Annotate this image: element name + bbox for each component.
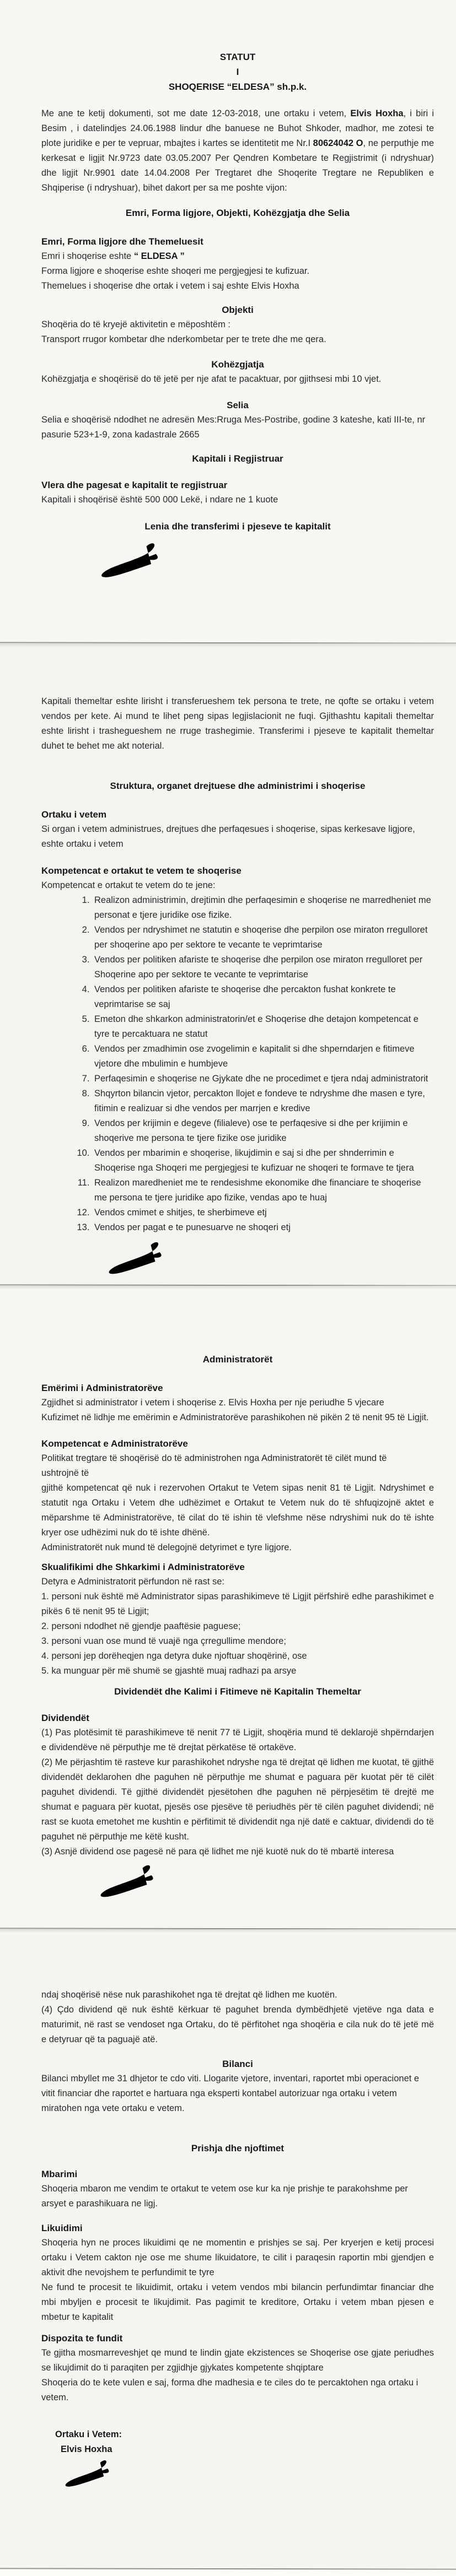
list-item: 12. Vendos cmimet e shitjes, te sherbimeve etj	[92, 1205, 434, 1220]
page-2	[0, 643, 456, 1285]
list-item: 9. Vendos per krijimin e degeve (filialeve) ose te perfaqesive si dhe per krijimin e shoqerive me persona te tjere fizike ose juridike	[92, 1116, 434, 1146]
case-item-5: 5. ka munguar për më shumë se gjashtë muaj radhazi pa arsye	[41, 1666, 297, 1676]
founder-line: Themelues i shoqerise dhe ortak i vetem i saj eshte Elvis Hoxha	[41, 281, 299, 291]
signoff-label: Ortaku i Vetem:	[55, 2429, 122, 2439]
heading-kapitali: Kapitali i Regjistruar	[192, 453, 283, 464]
objekti-line2: Transport rrugor kombetar dhe nderkombetar per te trete dhe me qera.	[41, 334, 326, 344]
signoff-name: Elvis Hoxha	[61, 2444, 112, 2454]
dividend-paragraph-1: (1) Pas plotësimit të parashikimeve të nenit 77 të Ligjit, shoqëria mund të deklarojë shpërndarjen e dividendëve në përputhje me të drejtat përkatëse të ortakëve.	[41, 1728, 434, 1752]
heading-administratoret: Administratorët	[202, 1354, 273, 1365]
dividend-paragraph-4: (4) Çdo dividend që nuk është kërkuar të paguhet brenda dymbëdhjetë vjetëve nga data e maturimit, në rast se vendoset nga Ortaku, do të përfitohet nga shoqëria e cila nuk do të jetë më e detyruar që ta paguajë atë.	[41, 2005, 434, 2044]
subheading-mbarimi: Mbarimi	[41, 2169, 78, 2179]
case-item-2: 2. personi ndodhet në gjendje paaftësie paguese;	[41, 1621, 241, 1631]
page-edge-shadow	[0, 1286, 456, 1290]
subheading-dividendet: Dividendët	[41, 1713, 89, 1723]
dividend-continuation: ndaj shoqërisë nëse nuk parashikohet nga të drejtat që lidhen me kuotën.	[41, 1990, 337, 2000]
subheading-dispozita: Dispozita te fundit	[41, 2333, 123, 2344]
kompetencat-admin-line2: ushtrojnë të	[41, 1468, 89, 1478]
heading-selia: Selia	[227, 400, 249, 410]
intro-text-post: , ne perputhje me kerkesat e ligjit Nr.9723 date 03.05.2007 Per Qendren Kombetare te Regjistrimit (i ndryshuar) dhe ligjit Nr.9901 date 14.04.2008 Per Tregtaret dhe Shoqerite Tregtare ne Republiken e Shqiperise (i ndryshuar), bihet dakort per sa me poshte vijon:	[41, 138, 434, 193]
signature-scribble	[60, 2458, 115, 2490]
list-item: 1. Realizon administrimin, drejtimin dhe perfaqesimin e shoqerise ne marredheniet me personat e tjere juridike ose fizike.	[92, 893, 434, 923]
page-edge-shadow	[0, 643, 456, 647]
case-item-3: 3. personi vuan ose mund të vuajë nga çrregullime mendore;	[41, 1636, 286, 1646]
list-item: 13. Vendos per pagat e te punesuarve ne shoqeri etj	[92, 1220, 434, 1235]
list-item: 3. Vendos per politiken afariste te shoqerise dhe perpilon ose miraton rregulloret per Shoqerine apo per sektore te vecante te veprimtarise	[92, 953, 434, 982]
objekti-line1: Shoqëria do të kryejë aktivitetin e mëposhtëm :	[41, 320, 231, 329]
identity-card-number: 80624042 O	[313, 138, 363, 148]
list-item: 4. Vendos per politiken afariste te shoqerise dhe percakton fushat konkrete te veprimtarise se saj	[92, 982, 434, 1012]
signature-scribble	[102, 1240, 168, 1278]
dividend-paragraph-2: (2) Me përjashtim të rasteve kur parashikohet ndryshe nga të drejtat që lidhen me kuotat, të gjithë dividendët deklarohen dhe paguhen në përputhje me shumat e paguara për kuotat për të cilët paguhet dividendi. Të gjithë dividendët pjesëtohen dhe paguhen në përpjesëtim të drejtë me shumat e paguara për kuotat, pjesës ose pjesëve të periudhës për të cilën paguhet dividendi; në rast se kuota emetohet me kushtin e përfitimit të dividendit nga një datë e caktuar, dividendi do të paguhet në përputhje me këtë kusht.	[41, 1757, 434, 1842]
heading-dividendet-kalimi: Dividendët dhe Kalimi i Fitimeve në Kapitalin Themeltar	[114, 1686, 361, 1697]
list-item: 2. Vendos per ndryshimet ne statutin e shoqerise dhe perpilon ose miraton rregulloret per shoqerine apo per sektore te vecante te veprimtarise	[92, 923, 434, 953]
competences-list	[41, 893, 434, 1235]
signoff-block	[55, 2427, 434, 2490]
document-title-line2: I	[236, 67, 239, 77]
emerimi-text-a: Zgjidhet si administrator i vetem i shoqerise z. Elvis Hoxha per nje periudhe 5 vjecare	[41, 1398, 384, 1408]
page-1	[0, 0, 456, 642]
heading-emri-forma-objekti: Emri, Forma ligjore, Objekti, Kohëzgjatja dhe Selia	[125, 208, 350, 218]
capital-transfer-paragraph: Kapitali themeltar eshte lirisht i transferueshem tek persona te trete, ne qofte se ortaku i vetem vendos per kete. Ai mund te lihet peng sipas legjislacionit ne fuqi. Gjithashtu kapitali themeltar eshte lirisht i trashegueshem ne rruge trashegimie. Transferimi i pjeseve te kapitalit themeltar duhet te behet me akt noterial.	[41, 696, 434, 751]
list-item: 6. Vendos per zmadhimin ose zvogelimin e kapitalit si dhe shperndarjen e fitimeve vjetore dhe mbulimin e humbjeve	[92, 1042, 434, 1071]
dispozita-text-b: Shoqeria do te kete vulen e saj, forma dhe madhesia e te ciles do te percaktohen nga ortaku i vetem.	[41, 2378, 419, 2402]
dividend-paragraph-3: (3) Asnjë dividend ose pagesë në para që lidhet me një kuotë nuk do të mbartë interesa	[41, 1847, 394, 1857]
heading-struktura: Struktura, organet drejtuese dhe administrimi i shoqerise	[110, 781, 366, 791]
dispozita-text-a: Te gjitha mosmarreveshjet qe mund te lindin gjate ekzistences se Shoqerise ose gjate periudhes se likujdimit do ti paraqiten per zgjidhje gjykates kompetente shqiptare	[41, 2348, 434, 2373]
company-name-line	[41, 249, 434, 264]
selia-line: Selia e shoqërisë ndodhet ne adresën Mes:Rruga Mes-Postribe, godine 3 kateshe, kati III-te, nr pasurie 523+1-9, zona kadastrale 2665	[41, 415, 426, 440]
kapitali-line: Kapitali i shoqërisë është 500 000 Lekë, i ndare ne 1 kuote	[41, 495, 278, 505]
document-title-line1: STATUT	[219, 52, 256, 62]
kompetencat-intro: Kompetencat e ortakut te vetem do te jene:	[41, 880, 216, 890]
page-edge-shadow	[0, 1929, 456, 1933]
founder-name: Elvis Hoxha	[350, 109, 404, 118]
list-item: 8. Shqyrton bilancin vjetor, percakton llojet e fondeve te ndryshme dhe masen e tyre, fitimin e realizuar si dhe vendos per marrjen e kredive	[92, 1086, 434, 1116]
list-item: 7. Perfaqesimin e shoqerise ne Gjykate dhe ne procedimet e tjera ndaj administratorit	[92, 1071, 434, 1086]
kompetencat-admin-delegate: Administratorët nuk mund të delegojnë detyrimet e tyre ligjore.	[41, 1543, 292, 1552]
case-item-4: 4. personi jep dorëheqjen nga detyra duke njoftuar shoqërinë, ose	[41, 1651, 307, 1661]
kompetencat-admin-line1: Politikat tregtare të shoqërisë do të administrohen nga Administratorët të cilët mund të	[41, 1453, 387, 1463]
signature-scribble	[94, 1863, 160, 1901]
kohezgjatja-line: Kohëzgjatja e shoqërisë do të jetë per nje afat te pacaktuar, por gjithsesi mbi 10 vjet.	[41, 374, 382, 384]
subheading-emri-forma-themeluesit: Emri, Forma ligjore dhe Themeluesit	[41, 236, 203, 247]
company-name: “ ELDESA ”	[133, 251, 185, 261]
ortaku-text: Si organ i vetem administrues, drejtues dhe perfaqesues i shoqerise, sipas kerkesave ligjore, eshte ortaku i vetem	[41, 824, 415, 849]
subheading-kompetencat-ortakut: Kompetencat e ortakut te vetem te shoqerise	[41, 865, 242, 876]
heading-prishja-njoftimet: Prishja dhe njoftimet	[191, 2143, 285, 2153]
subheading-emerimi: Emërimi i Administratorëve	[41, 1383, 163, 1393]
document-title-line3: SHOQERISE “ELDESA” sh.p.k.	[168, 82, 307, 92]
page-3	[0, 1286, 456, 1928]
intro-text-pre: Me ane te ketij dokumenti, sot me date 12-03-2018, une ortaku i vetem,	[41, 109, 351, 118]
list-item: 10. Vendos per mbarimin e shoqerise, likujdimin e saj si dhe per shnderrimin e Shoqerise nga Shoqeri me pergjegjesi te kufizuar ne shoqeri te formave te tjera	[92, 1146, 434, 1176]
mbarimi-text: Shoqeria mbaron me vendim te ortakut te vetem ose kur ka nje prishje te parakohshme per arsyet e parashikuara ne ligj.	[41, 2184, 408, 2209]
emerimi-text-b: Kufizimet në lidhje me emërimin e Administratorëve parashikohen në pikën 2 të nenit 95 të Ligjit.	[41, 1413, 429, 1422]
subheading-likuidimi: Likuidimi	[41, 2223, 83, 2233]
kompetencat-admin-paragraph	[41, 1451, 434, 1540]
heading-kohezgjatja: Kohëzgjatja	[211, 359, 264, 370]
subheading-kompetencat-admin: Kompetencat e Administratorëve	[41, 1438, 188, 1449]
signature-scribble	[94, 540, 165, 582]
heading-bilanci: Bilanci	[222, 2059, 253, 2069]
case-item-1: 1. personi nuk është më Administrator sipas parashikimeve të Ligjit përfshirë edhe parashikimet e pikës 6 të nenit 95 të Ligjit;	[41, 1592, 434, 1616]
kompetencat-admin-rest: gjithë kompetencat që nuk i rezervohen Ortakut te Vetem sipas nenit 81 të Ligjit. Ndryshimet e statutit nga Ortaku i Vetem dhe udhëzimet e Ortakut te Vetem nuk do të shfuqizojnë aktet e mëparshme të Administratorëve, të cilat do të ishin të vlefshme nëse ndryshimi nuk do të ishte kryer ose udhëzimi nuk do të ishte dhënë.	[41, 1483, 434, 1538]
legal-form-line: Forma ligjore e shoqerise eshte shoqeri me pergjegjesi te kufizuar.	[41, 266, 310, 276]
scan-bottom-strip	[0, 2569, 456, 2576]
list-item: 5. Emeton dhe shkarkon administratorin/et e Shoqerise dhe detajon kompetencat e tyre te percaktuara ne statut	[92, 1012, 434, 1042]
likuidimi-text-b: Ne fund te procesit te likuidimit, ortaku i vetem vendos mbi bilancin perfundimtar financiar dhe mbi mbyljen e procesit te likujdimit. Pas pagimit te kreditore, Ortaku i vetem mban pjesen e mbetur te kapitalit	[41, 2282, 434, 2322]
subheading-skualifikimi: Skualifikimi dhe Shkarkimi i Administratorëve	[41, 1562, 245, 1572]
list-item: 11. Realizon maredheniet me te rendesishme ekonomike dhe financiare te shoqerise me persona te tjere juridike apo fizike, vendas apo te huaj	[92, 1176, 434, 1205]
bilanci-text: Bilanci mbyllet me 31 dhjetor te cdo viti. Llogarite vjetore, inventari, raportet mbi operacionet e vitit financiar dhe raportet e hartuara nga eksperti kontabel autorizuar nga ortaku i vetem miratohen nga vete ortaku e vetem.	[41, 2074, 420, 2113]
heading-lenia-transferimi: Lenia dhe transferimi i pjeseve te kapitalit	[144, 521, 331, 532]
subheading-ortaku-i-vetem: Ortaku i vetem	[41, 809, 107, 820]
intro-paragraph	[41, 106, 434, 196]
likuidimi-text-a: Shoqeria hyn ne proces likuidimi qe ne momentin e prishjes se saj. Per kryerjen e ketij procesi ortaku i Vetem cakton nje ose me shume likuidatore, te cilit i paraqesin raportin mbi gjendjen e aktivit dhe nevojshem te perfundimit te tyre	[41, 2238, 434, 2277]
subheading-vlera-pagesat: Vlera dhe pagesat e kapitalit te regjistruar	[41, 480, 228, 490]
page-4	[0, 1929, 456, 2568]
skualifikimi-intro: Detyra e Administratorit përfundon në rast se:	[41, 1577, 224, 1587]
company-name-pre: Emri i shoqerise eshte	[41, 251, 134, 261]
intro-text-mid: , i biri i Besim , i datelindjes 24.06.1988 lindur dhe banuese ne Buhot Shkoder, madhor, me zotesi te plote juridike e per te vepruar, mbajtes i kartes se identitetit me Nr.I	[41, 109, 434, 148]
heading-objekti: Objekti	[222, 305, 254, 315]
